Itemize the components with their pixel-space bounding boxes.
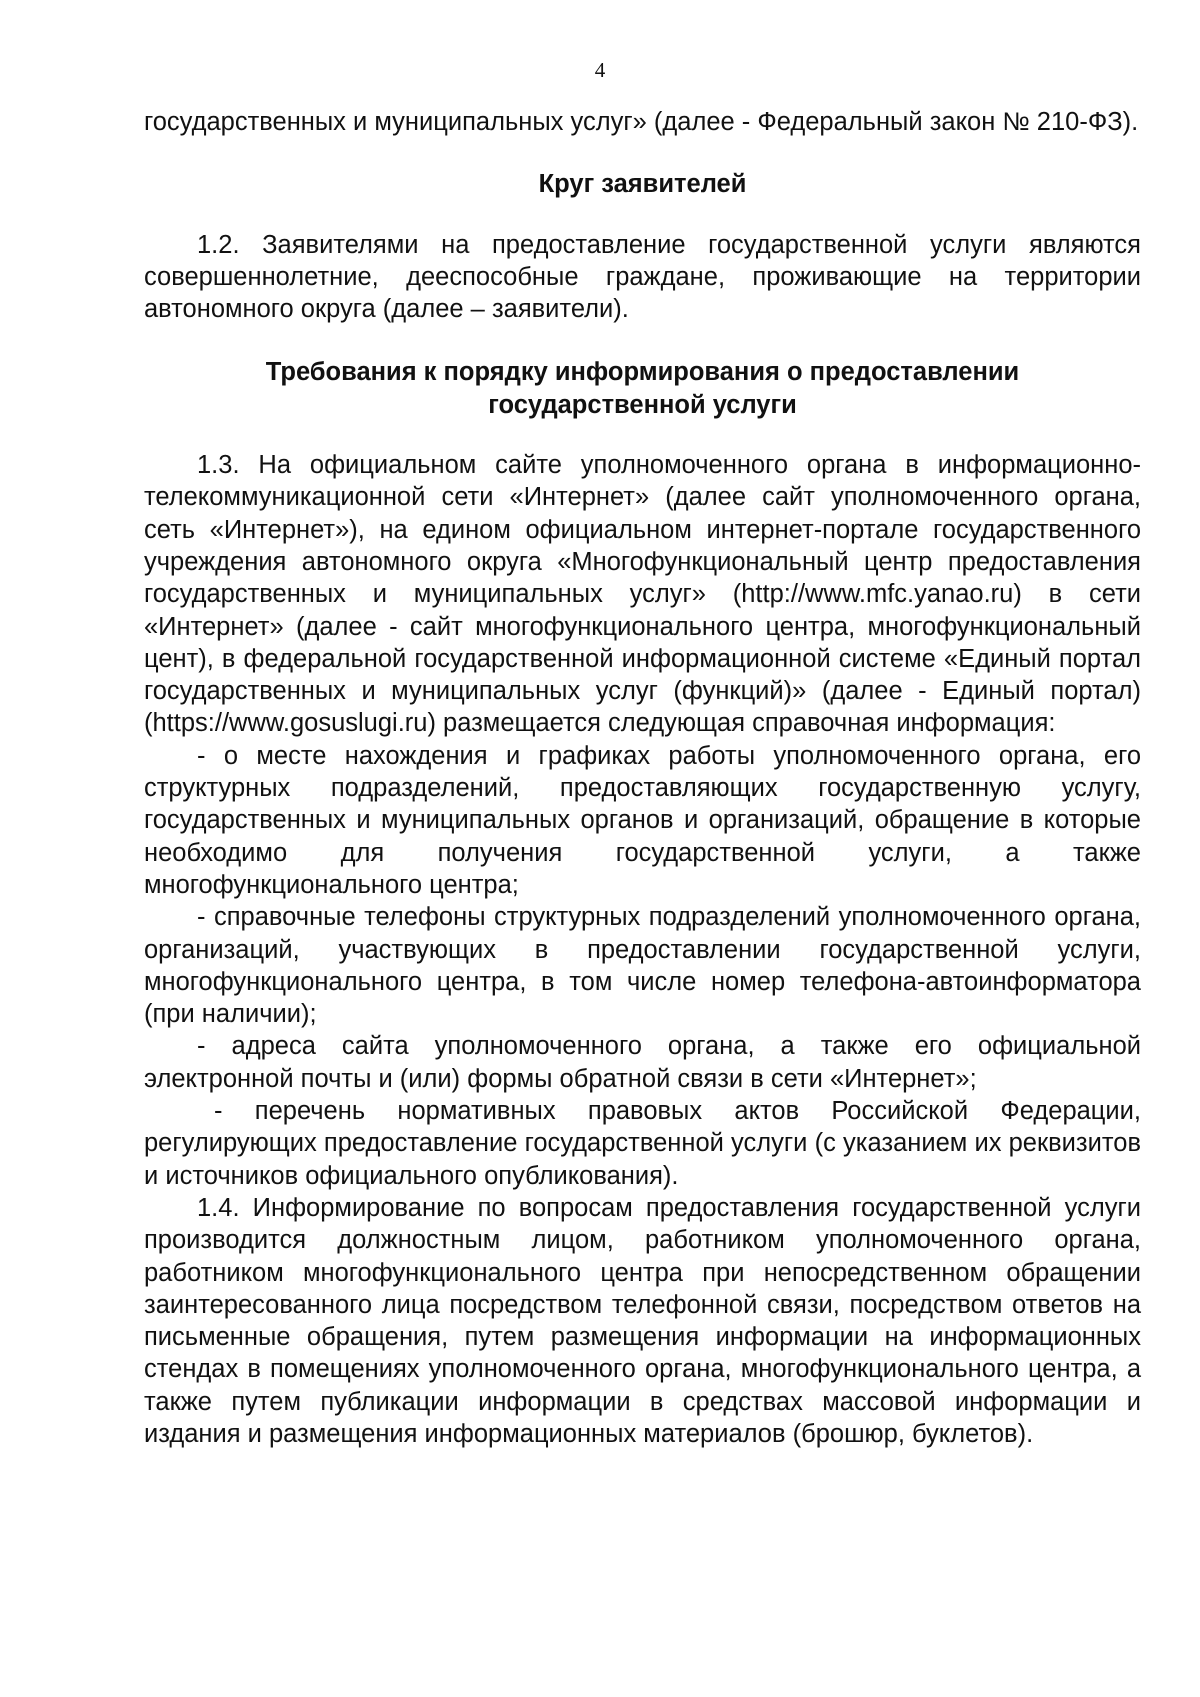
bullet-item: - о месте нахождения и графиках работы уполномоченного органа, его структурных подразделений, предоставляющих государственную услугу, государственных и муниципальных органов и организаций, обращение в которые необходимо для получения государственной услуги, а также многофункционального центра; [144,741,1141,899]
document-body [144,106,1141,1450]
bullet-item: - перечень нормативных правовых актов Российской Федерации, регулирующих предоставление государственной услуги (с указанием их реквизитов и источников официального опубликования). [144,1097,1141,1190]
section-heading-line-2: государственной услуги [488,390,797,419]
paragraph-1-4: 1.4. Информирование по вопросам предоставления государственной услуги производится должностным лицом, работником уполномоченного органа, работником многофункционального центра при непосредственном обращении заинтересованного лица посредством телефонной связи, посредством ответов на письменные обращения, путем размещения информации на информационных стендах в помещениях уполномоченного органа, многофункционального центра, а также путем публикации информации в средствах массовой информации и издания и размещения информационных материалов (брошюр, буклетов). [144,1193,1141,1448]
paragraph-1-3: 1.3. На официальном сайте уполномоченного органа в информационно-телекоммуникационной сети «Интернет» (далее сайт уполномоченного органа, сеть «Интернет»), на едином официальном интернет-портале государственного учреждения автономного округа «Многофункциональный центр предоставления государственных и муниципальных услуг» (http://www.mfc.yanao.ru) в сети «Интернет» (далее - сайт многофункционального центра, многофункциональный цент), в федеральной государственной информационной системе «Единый портал государственных и муниципальных услуг (функций)» (далее - Единый портал) (https://www.gosuslugi.ru) размещается следующая справочная информация: [144,451,1141,738]
bullet-item: - адреса сайта уполномоченного органа, а также его официальной электронной почты и (или) формы обратной связи в сети «Интернет»; [144,1032,1141,1093]
section-heading-applicants: Круг заявителей [538,170,747,199]
paragraph-1-2: 1.2. Заявителями на предоставление государственной услуги являются совершеннолетние, дееспособные граждане, проживающие на территории автономного округа (далее – заявители). [144,230,1141,324]
page-number: 4 [594,58,606,82]
bullet-item: - справочные телефоны структурных подразделений уполномоченного органа, организаций, участвующих в предоставлении государственной услуги, многофункционального центра, в том числе номер телефона-автоинформатора (при наличии); [144,903,1141,1029]
intro-paragraph: государственных и муниципальных услуг» (далее - Федеральный закон № 210-ФЗ). [144,108,1139,136]
section-heading-information [144,356,1141,421]
section-heading-line-1: Требования к порядку информирования о предоставлении [265,358,1020,387]
